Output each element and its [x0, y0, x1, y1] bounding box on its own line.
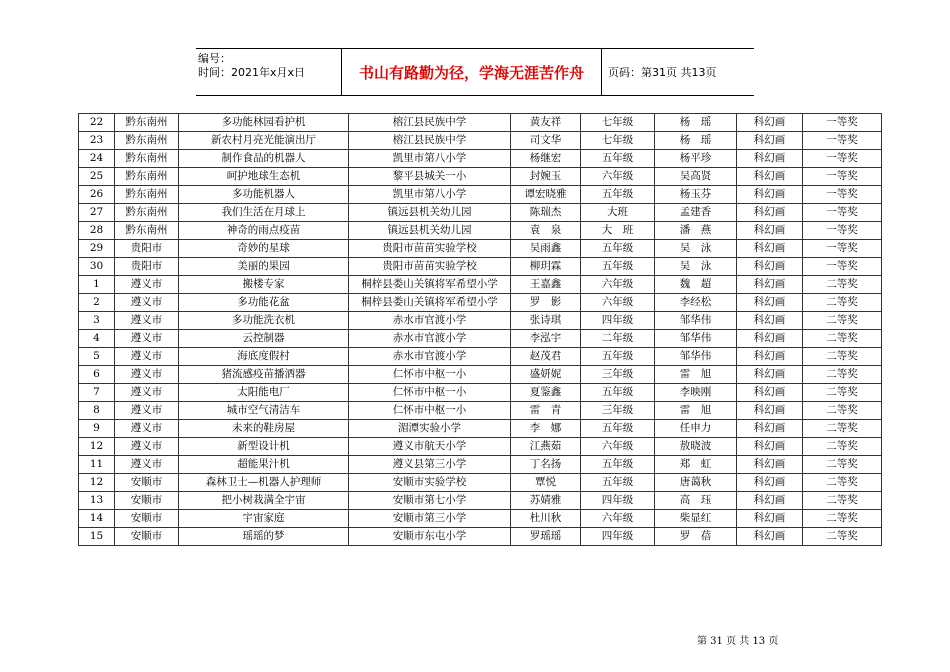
cell-school: 镇远县机关幼儿园 — [349, 204, 511, 222]
awards-table-body — [79, 114, 882, 546]
cell-category: 科幻画 — [737, 528, 803, 546]
cell-city: 安顺市 — [115, 492, 179, 510]
cell-student-name: 雷 青 — [511, 402, 581, 420]
cell-grade: 五年级 — [581, 420, 655, 438]
cell-student-name: 李 娜 — [511, 420, 581, 438]
cell-row-number: 15 — [79, 528, 115, 546]
cell-city: 黔东南州 — [115, 186, 179, 204]
cell-student-name: 盛妍妮 — [511, 366, 581, 384]
cell-artwork-title: 多功能花盆 — [179, 294, 349, 312]
cell-grade: 三年级 — [581, 402, 655, 420]
cell-artwork-title: 新型设计机 — [179, 438, 349, 456]
cell-school: 桐梓县娄山关镇将军希望小学 — [349, 294, 511, 312]
cell-school: 湄潭实验小学 — [349, 420, 511, 438]
cell-student-name: 王嘉鑫 — [511, 276, 581, 294]
cell-category: 科幻画 — [737, 114, 803, 132]
cell-grade: 二年级 — [581, 330, 655, 348]
cell-city: 黔东南州 — [115, 204, 179, 222]
cell-category: 科幻画 — [737, 348, 803, 366]
cell-school: 榕江县民族中学 — [349, 132, 511, 150]
cell-school: 镇远县机关幼儿园 — [349, 222, 511, 240]
cell-row-number: 25 — [79, 168, 115, 186]
cell-school: 凯里市第八小学 — [349, 186, 511, 204]
cell-award-level: 一等奖 — [803, 150, 882, 168]
cell-city: 安顺市 — [115, 528, 179, 546]
cell-award-level: 一等奖 — [803, 186, 882, 204]
cell-row-number: 12 — [79, 438, 115, 456]
cell-award-level: 二等奖 — [803, 456, 882, 474]
table-row — [79, 294, 882, 312]
cell-row-number: 22 — [79, 114, 115, 132]
cell-grade: 六年级 — [581, 294, 655, 312]
cell-grade: 五年级 — [581, 384, 655, 402]
cell-artwork-title: 多功能林园看护机 — [179, 114, 349, 132]
cell-student-name: 罗 影 — [511, 294, 581, 312]
cell-teacher: 邹华伟 — [655, 312, 737, 330]
cell-award-level: 二等奖 — [803, 366, 882, 384]
cell-category: 科幻画 — [737, 186, 803, 204]
cell-grade: 五年级 — [581, 240, 655, 258]
cell-teacher: 郑 虹 — [655, 456, 737, 474]
table-row — [79, 528, 882, 546]
cell-row-number: 1 — [79, 276, 115, 294]
cell-teacher: 杨 瑶 — [655, 132, 737, 150]
cell-row-number: 23 — [79, 132, 115, 150]
table-row — [79, 150, 882, 168]
cell-artwork-title: 太阳能电厂 — [179, 384, 349, 402]
cell-artwork-title: 新农村月亮光能演出厅 — [179, 132, 349, 150]
cell-category: 科幻画 — [737, 294, 803, 312]
table-row — [79, 204, 882, 222]
cell-teacher: 李映刚 — [655, 384, 737, 402]
cell-city: 遵义市 — [115, 330, 179, 348]
cell-grade: 大班 — [581, 204, 655, 222]
cell-city: 黔东南州 — [115, 150, 179, 168]
cell-artwork-title: 奇妙的星球 — [179, 240, 349, 258]
cell-category: 科幻画 — [737, 420, 803, 438]
cell-artwork-title: 海底度假村 — [179, 348, 349, 366]
cell-row-number: 27 — [79, 204, 115, 222]
cell-grade: 三年级 — [581, 366, 655, 384]
cell-row-number: 8 — [79, 402, 115, 420]
cell-award-level: 二等奖 — [803, 420, 882, 438]
cell-student-name: 苏婧雅 — [511, 492, 581, 510]
cell-artwork-title: 把小树栽满全宇宙 — [179, 492, 349, 510]
cell-student-name: 覃悦 — [511, 474, 581, 492]
cell-city: 遵义市 — [115, 276, 179, 294]
cell-row-number: 3 — [79, 312, 115, 330]
cell-student-name: 夏鉴鑫 — [511, 384, 581, 402]
cell-school: 赤水市官渡小学 — [349, 312, 511, 330]
cell-city: 安顺市 — [115, 474, 179, 492]
cell-teacher: 吴 泳 — [655, 258, 737, 276]
cell-grade: 五年级 — [581, 258, 655, 276]
cell-city: 遵义市 — [115, 348, 179, 366]
cell-artwork-title: 宇宙家庭 — [179, 510, 349, 528]
table-row — [79, 510, 882, 528]
cell-row-number: 7 — [79, 384, 115, 402]
cell-student-name: 封婉玉 — [511, 168, 581, 186]
cell-category: 科幻画 — [737, 330, 803, 348]
cell-grade: 五年级 — [581, 186, 655, 204]
table-row — [79, 492, 882, 510]
table-row — [79, 168, 882, 186]
cell-school: 安顺市第三小学 — [349, 510, 511, 528]
cell-award-level: 一等奖 — [803, 222, 882, 240]
page-footer: 第 31 页 共 13 页 — [697, 636, 779, 647]
cell-grade: 七年级 — [581, 132, 655, 150]
cell-student-name: 杨继宏 — [511, 150, 581, 168]
cell-student-name: 陈瑞杰 — [511, 204, 581, 222]
cell-artwork-title: 城市空气清洁车 — [179, 402, 349, 420]
table-row — [79, 384, 882, 402]
cell-row-number: 14 — [79, 510, 115, 528]
cell-category: 科幻画 — [737, 150, 803, 168]
cell-teacher: 雷 旭 — [655, 366, 737, 384]
cell-school: 安顺市第七小学 — [349, 492, 511, 510]
cell-grade: 六年级 — [581, 438, 655, 456]
cell-row-number: 4 — [79, 330, 115, 348]
table-row — [79, 330, 882, 348]
cell-row-number: 13 — [79, 492, 115, 510]
cell-student-name: 杜川秋 — [511, 510, 581, 528]
cell-artwork-title: 超能果汁机 — [179, 456, 349, 474]
cell-teacher: 任申力 — [655, 420, 737, 438]
cell-artwork-title: 猪流感疫苗播洒器 — [179, 366, 349, 384]
cell-category: 科幻画 — [737, 384, 803, 402]
cell-school: 安顺市东屯小学 — [349, 528, 511, 546]
cell-artwork-title: 制作食品的机器人 — [179, 150, 349, 168]
cell-city: 黔东南州 — [115, 114, 179, 132]
cell-teacher: 邹华伟 — [655, 330, 737, 348]
cell-city: 贵阳市 — [115, 240, 179, 258]
cell-teacher: 吴 泳 — [655, 240, 737, 258]
cell-award-level: 二等奖 — [803, 384, 882, 402]
cell-artwork-title: 搬楼专家 — [179, 276, 349, 294]
cell-city: 遵义市 — [115, 420, 179, 438]
cell-school: 贵阳市苗苗实验学校 — [349, 240, 511, 258]
cell-category: 科幻画 — [737, 402, 803, 420]
cell-artwork-title: 森林卫士—机器人护理师 — [179, 474, 349, 492]
cell-row-number: 5 — [79, 348, 115, 366]
table-row — [79, 402, 882, 420]
cell-category: 科幻画 — [737, 132, 803, 150]
cell-city: 遵义市 — [115, 366, 179, 384]
cell-artwork-title: 瑶瑶的梦 — [179, 528, 349, 546]
awards-table — [78, 113, 882, 546]
table-row — [79, 186, 882, 204]
cell-student-name: 柳玥霖 — [511, 258, 581, 276]
table-row — [79, 114, 882, 132]
table-row — [79, 258, 882, 276]
cell-city: 遵义市 — [115, 402, 179, 420]
cell-school: 仁怀市中枢一小 — [349, 384, 511, 402]
cell-teacher: 魏 超 — [655, 276, 737, 294]
cell-school: 黎平县城关一小 — [349, 168, 511, 186]
cell-award-level: 二等奖 — [803, 510, 882, 528]
table-row — [79, 366, 882, 384]
cell-city: 黔东南州 — [115, 168, 179, 186]
cell-category: 科幻画 — [737, 204, 803, 222]
cell-school: 榕江县民族中学 — [349, 114, 511, 132]
cell-award-level: 二等奖 — [803, 474, 882, 492]
cell-award-level: 二等奖 — [803, 402, 882, 420]
table-row — [79, 474, 882, 492]
cell-grade: 六年级 — [581, 168, 655, 186]
cell-school: 桐梓县娄山关镇将军希望小学 — [349, 276, 511, 294]
cell-award-level: 二等奖 — [803, 492, 882, 510]
cell-school: 凯里市第八小学 — [349, 150, 511, 168]
cell-city: 黔东南州 — [115, 132, 179, 150]
cell-row-number: 6 — [79, 366, 115, 384]
cell-teacher: 杨平珍 — [655, 150, 737, 168]
cell-school: 遵义县第三小学 — [349, 456, 511, 474]
cell-student-name: 袁 泉 — [511, 222, 581, 240]
cell-artwork-title: 呵护地球生态机 — [179, 168, 349, 186]
cell-grade: 五年级 — [581, 348, 655, 366]
cell-category: 科幻画 — [737, 258, 803, 276]
cell-category: 科幻画 — [737, 222, 803, 240]
cell-row-number: 26 — [79, 186, 115, 204]
cell-teacher: 柴显红 — [655, 510, 737, 528]
cell-row-number: 30 — [79, 258, 115, 276]
cell-row-number: 29 — [79, 240, 115, 258]
cell-grade: 五年级 — [581, 150, 655, 168]
cell-artwork-title: 美丽的果园 — [179, 258, 349, 276]
cell-category: 科幻画 — [737, 438, 803, 456]
cell-award-level: 一等奖 — [803, 204, 882, 222]
header-motto: 书山有路勤为径，学海无涯苦作舟 — [342, 49, 602, 95]
cell-award-level: 一等奖 — [803, 168, 882, 186]
cell-school: 遵义市航天小学 — [349, 438, 511, 456]
cell-school: 赤水市官渡小学 — [349, 330, 511, 348]
cell-teacher: 潘 燕 — [655, 222, 737, 240]
cell-school: 贵阳市苗苗实验学校 — [349, 258, 511, 276]
cell-row-number: 11 — [79, 456, 115, 474]
cell-school: 仁怀市中枢一小 — [349, 402, 511, 420]
cell-award-level: 二等奖 — [803, 312, 882, 330]
cell-teacher: 高 珏 — [655, 492, 737, 510]
cell-student-name: 司文华 — [511, 132, 581, 150]
cell-award-level: 一等奖 — [803, 132, 882, 150]
table-row — [79, 222, 882, 240]
cell-teacher: 邹华伟 — [655, 348, 737, 366]
cell-student-name: 张诗琪 — [511, 312, 581, 330]
cell-grade: 大 班 — [581, 222, 655, 240]
cell-city: 遵义市 — [115, 438, 179, 456]
cell-grade: 五年级 — [581, 456, 655, 474]
cell-artwork-title: 我们生活在月球上 — [179, 204, 349, 222]
cell-grade: 四年级 — [581, 492, 655, 510]
cell-artwork-title: 多功能洗衣机 — [179, 312, 349, 330]
cell-award-level: 二等奖 — [803, 348, 882, 366]
document-number-label: 编号： — [198, 52, 231, 65]
document-date: 时间：2021年x月x日 — [198, 66, 306, 79]
cell-category: 科幻画 — [737, 492, 803, 510]
cell-city: 安顺市 — [115, 510, 179, 528]
cell-row-number: 28 — [79, 222, 115, 240]
cell-artwork-title: 云控制器 — [179, 330, 349, 348]
cell-grade: 五年级 — [581, 474, 655, 492]
cell-school: 赤水市官渡小学 — [349, 348, 511, 366]
cell-student-name: 李泓宇 — [511, 330, 581, 348]
table-row — [79, 348, 882, 366]
cell-artwork-title: 神奇的雨点疫苗 — [179, 222, 349, 240]
table-row — [79, 456, 882, 474]
cell-teacher: 李经松 — [655, 294, 737, 312]
cell-award-level: 二等奖 — [803, 330, 882, 348]
cell-student-name: 罗瑶瑶 — [511, 528, 581, 546]
cell-category: 科幻画 — [737, 168, 803, 186]
cell-category: 科幻画 — [737, 510, 803, 528]
table-row — [79, 420, 882, 438]
cell-award-level: 二等奖 — [803, 294, 882, 312]
cell-teacher: 杨玉芬 — [655, 186, 737, 204]
header-page-info: 页码：第31页 共13页 — [608, 66, 717, 79]
cell-teacher: 吴高贤 — [655, 168, 737, 186]
cell-student-name: 丁名扬 — [511, 456, 581, 474]
cell-teacher: 雷 旭 — [655, 402, 737, 420]
cell-award-level: 一等奖 — [803, 114, 882, 132]
cell-grade: 四年级 — [581, 312, 655, 330]
cell-award-level: 二等奖 — [803, 528, 882, 546]
cell-category: 科幻画 — [737, 312, 803, 330]
cell-teacher: 罗 蓓 — [655, 528, 737, 546]
cell-category: 科幻画 — [737, 276, 803, 294]
cell-artwork-title: 多功能机器人 — [179, 186, 349, 204]
cell-student-name: 黄友祥 — [511, 114, 581, 132]
cell-city: 黔东南州 — [115, 222, 179, 240]
cell-city: 贵阳市 — [115, 258, 179, 276]
table-row — [79, 438, 882, 456]
cell-student-name: 谭宏晓雅 — [511, 186, 581, 204]
cell-category: 科幻画 — [737, 456, 803, 474]
cell-artwork-title: 未来的鞋房屋 — [179, 420, 349, 438]
page-header — [196, 48, 754, 96]
cell-city: 遵义市 — [115, 456, 179, 474]
cell-city: 遵义市 — [115, 312, 179, 330]
cell-grade: 七年级 — [581, 114, 655, 132]
cell-row-number: 12 — [79, 474, 115, 492]
cell-teacher: 孟建香 — [655, 204, 737, 222]
cell-grade: 六年级 — [581, 276, 655, 294]
cell-category: 科幻画 — [737, 240, 803, 258]
cell-award-level: 二等奖 — [803, 276, 882, 294]
cell-award-level: 一等奖 — [803, 240, 882, 258]
header-meta — [196, 49, 342, 95]
cell-award-level: 二等奖 — [803, 438, 882, 456]
cell-school: 安顺市实验学校 — [349, 474, 511, 492]
cell-student-name: 吴雨鑫 — [511, 240, 581, 258]
cell-student-name: 赵茂君 — [511, 348, 581, 366]
cell-row-number: 2 — [79, 294, 115, 312]
table-row — [79, 240, 882, 258]
cell-award-level: 一等奖 — [803, 258, 882, 276]
cell-student-name: 江燕茹 — [511, 438, 581, 456]
cell-category: 科幻画 — [737, 474, 803, 492]
cell-grade: 六年级 — [581, 510, 655, 528]
cell-teacher: 杨 瑶 — [655, 114, 737, 132]
table-row — [79, 276, 882, 294]
cell-school: 仁怀市中枢一小 — [349, 366, 511, 384]
cell-category: 科幻画 — [737, 366, 803, 384]
table-row — [79, 312, 882, 330]
cell-grade: 四年级 — [581, 528, 655, 546]
cell-row-number: 24 — [79, 150, 115, 168]
cell-teacher: 唐蔼秋 — [655, 474, 737, 492]
cell-row-number: 9 — [79, 420, 115, 438]
table-row — [79, 132, 882, 150]
cell-city: 遵义市 — [115, 384, 179, 402]
cell-city: 遵义市 — [115, 294, 179, 312]
cell-teacher: 敖晓波 — [655, 438, 737, 456]
